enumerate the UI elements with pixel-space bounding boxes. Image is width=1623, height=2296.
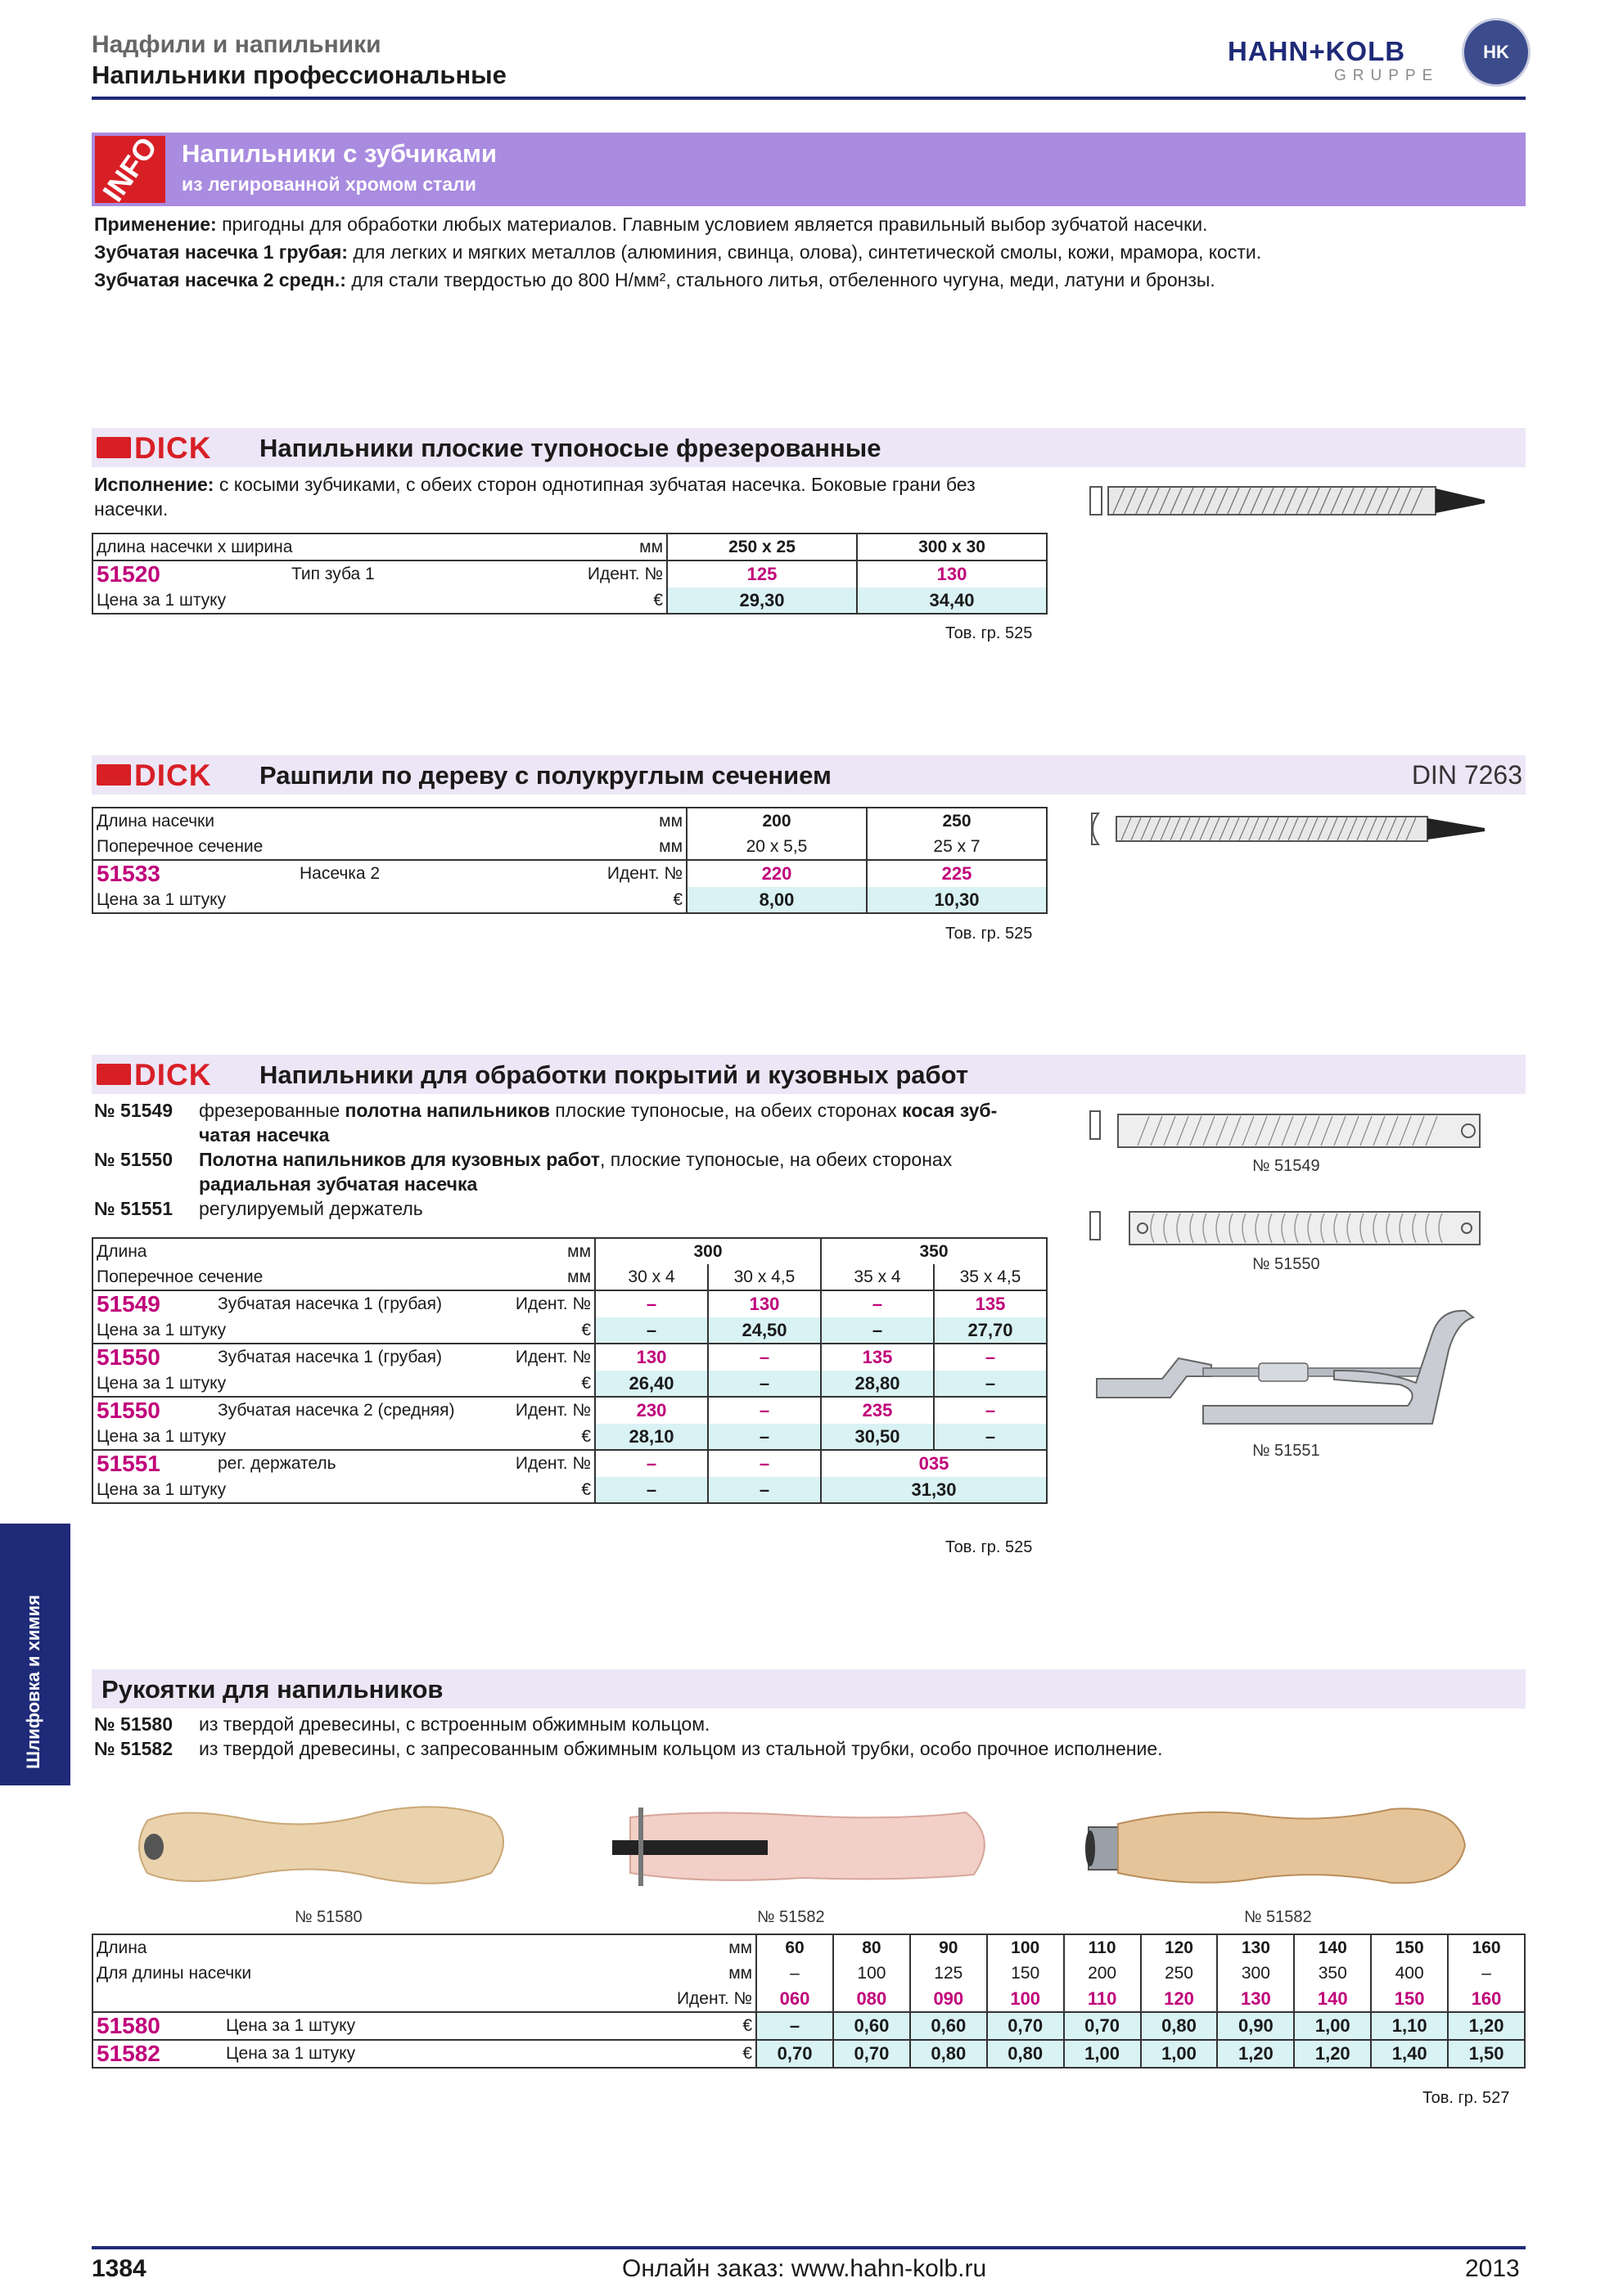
handle-51582-image [1080, 1788, 1490, 1902]
article-number: 51549 [97, 1291, 160, 1317]
din-standard: DIN 7263 [1411, 760, 1522, 790]
rasp-image [1089, 810, 1490, 851]
info-subtitle: из легированной хромом стали [182, 173, 476, 195]
logo-wordmark: HAHN+KOLB [1228, 36, 1406, 66]
article-number: 51550 [97, 1344, 160, 1370]
item-descriptions: № 51549 фрезерованные полотна напильников плоские тупоносые, на обеих сторонах косая зуб- чатая насечка № 51550 Полотна напильников для кузовных работ, плоские тупоносые, на обеих сторонах радиальная зубчатая насечка № 51551 регулируемый держатель [94, 1100, 998, 1219]
file-blade-51550-image [1089, 1207, 1490, 1256]
caption-51550: № 51550 [1252, 1255, 1320, 1273]
section-header-wood-rasps [92, 755, 1526, 795]
table-handles: Длина мм 60 80 90 100 110 120 130 140 150 160 Для длины насечки мм – 100 125 150 200 250 300 350 400 – Идент. № 060 080 090 100 110 120 130 140 150 160 51580 Цена за 1 штуку € – 0,60 0,60 0,70 0,70 0,80 0,90 1,00 1,10 1,20 51582 Цена за 1 штуку € 0,70 0,70 0,80 0,80 1,00 1,00 1,20 1,20 1,40 1,50 [92, 1934, 1526, 2069]
caption-51582-a: № 51582 [757, 1908, 825, 1926]
article-number: 51550 [97, 1398, 160, 1423]
order-link[interactable]: Онлайн заказ: www.hahn-kolb.ru [622, 2255, 987, 2282]
caption-51549: № 51549 [1252, 1157, 1320, 1175]
info-text: Применение: пригодны для обработки любых материалов. Главным условием является правильный выбор зубчатой насечки. Зубчатая насечка 1 грубая: для легких и мягких металлов (алюминия, свинца, олова), синтетической смолы, кожи, мрамора, кости. Зубчатая насечка 2 средн.: для стали твердостью до 800 Н/мм², стального литья, отбеленного чугуна, меди, латуни и бронзы. [94, 214, 1262, 290]
section-title: Рашпили по дереву с полукруглым сечением [259, 761, 832, 790]
side-category-tab[interactable] [0, 1524, 70, 1785]
table-wood-rasps: Длина насечки мм 200 250 Поперечное сечение мм 20 x 5,5 25 x 7 51533 Насечка 2 Идент. № 220 225 Цена за 1 штуку € 8,00 10,30 [92, 807, 1048, 914]
catalog-year: 2013 [1465, 2255, 1520, 2282]
caption-51551: № 51551 [1252, 1442, 1320, 1460]
section-description: Исполнение: с косыми зубчиками, с обеих сторон однотипная зубчатая насечка. Боковые грани без насечки. [94, 474, 976, 520]
subcategory-title: Напильники профессиональные [92, 61, 507, 89]
section-header-handles [92, 1669, 1526, 1708]
dick-logo: DICK [97, 1060, 242, 1089]
header-rule [92, 97, 1526, 100]
product-group: Тов. гр. 525 [945, 624, 1033, 642]
caption-51580: № 51580 [295, 1908, 363, 1926]
caption-51582-b: № 51582 [1244, 1908, 1312, 1926]
table-flat-files: длина насечки x ширина мм 250 x 25 300 x 30 51520 Тип зуба 1 Идент. № 125 130 Цена за 1 штуку € 29,30 34,40 [92, 533, 1048, 615]
article-number: 51580 [97, 2013, 160, 2038]
adjustable-holder-image [1089, 1301, 1490, 1432]
info-badge: INFO [96, 130, 165, 208]
product-group: Тов. гр. 525 [945, 1538, 1033, 1556]
table-body-files: Длина мм 300 350 Поперечное сечение мм 30 x 4 30 x 4,5 35 x 4 35 x 4,5 51549 Зубчатая насечка 1 (грубая) Идент. № – 130 – 135 Цена за 1 штуку € – 24,50 – 27,70 51550 Зубчатая насечка 1 (грубая) Идент. № 130 – 135 – Цена за 1 штуку € 26,40 – 28,80 – 51550 Зубчатая насечка 2 (средняя) Идент. № 230 – 235 – Цена за 1 штуку € 28,10 – 30,50 – 51551 рег. держатель Идент. № – – 035 Цена за 1 штуку € – – 31,30 [92, 1237, 1048, 1504]
hahn-kolb-logo [1228, 16, 1531, 90]
handle-descriptions: № 51580 из твердой древесины, с встроенным обжимным кольцом. № 51582 из твердой древесины, с запресованным обжимным кольцом из стальной трубки, особо прочное исполнение. [94, 1713, 1163, 1759]
logo-gruppe: GRUPPE [1334, 67, 1440, 84]
article-number: 51520 [97, 561, 160, 587]
section-title: Рукоятки для напильников [101, 1675, 444, 1704]
handle-51582-section-image [606, 1788, 1007, 1902]
section-title: Напильники плоские тупоносые фрезерованные [259, 434, 881, 462]
handle-51580-image [131, 1788, 524, 1902]
side-tab-label: Шлифовка и химия [23, 1595, 43, 1769]
product-group: Тов. гр. 527 [1422, 2089, 1510, 2107]
info-banner [92, 130, 1526, 208]
logo-emblem: HK [1462, 18, 1531, 87]
article-number: 51533 [97, 861, 160, 886]
section-title: Напильники для обработки покрытий и кузовных работ [259, 1060, 969, 1089]
file-blade-51549-image [1089, 1106, 1490, 1155]
product-group: Тов. гр. 525 [945, 925, 1033, 943]
article-number: 51551 [97, 1451, 160, 1476]
dick-logo: DICK [97, 760, 242, 790]
info-title: Напильники с зубчиками [182, 139, 498, 168]
footer-rule [92, 2246, 1526, 2249]
article-number: 51582 [97, 2041, 160, 2066]
section-header-body-files [92, 1055, 1526, 1094]
section-header-flat-files [92, 428, 1526, 467]
category-title: Надфили и напильники [92, 31, 381, 58]
flat-file-image [1089, 483, 1490, 524]
page-number: 1384 [92, 2255, 147, 2282]
dick-logo: DICK [97, 433, 242, 462]
